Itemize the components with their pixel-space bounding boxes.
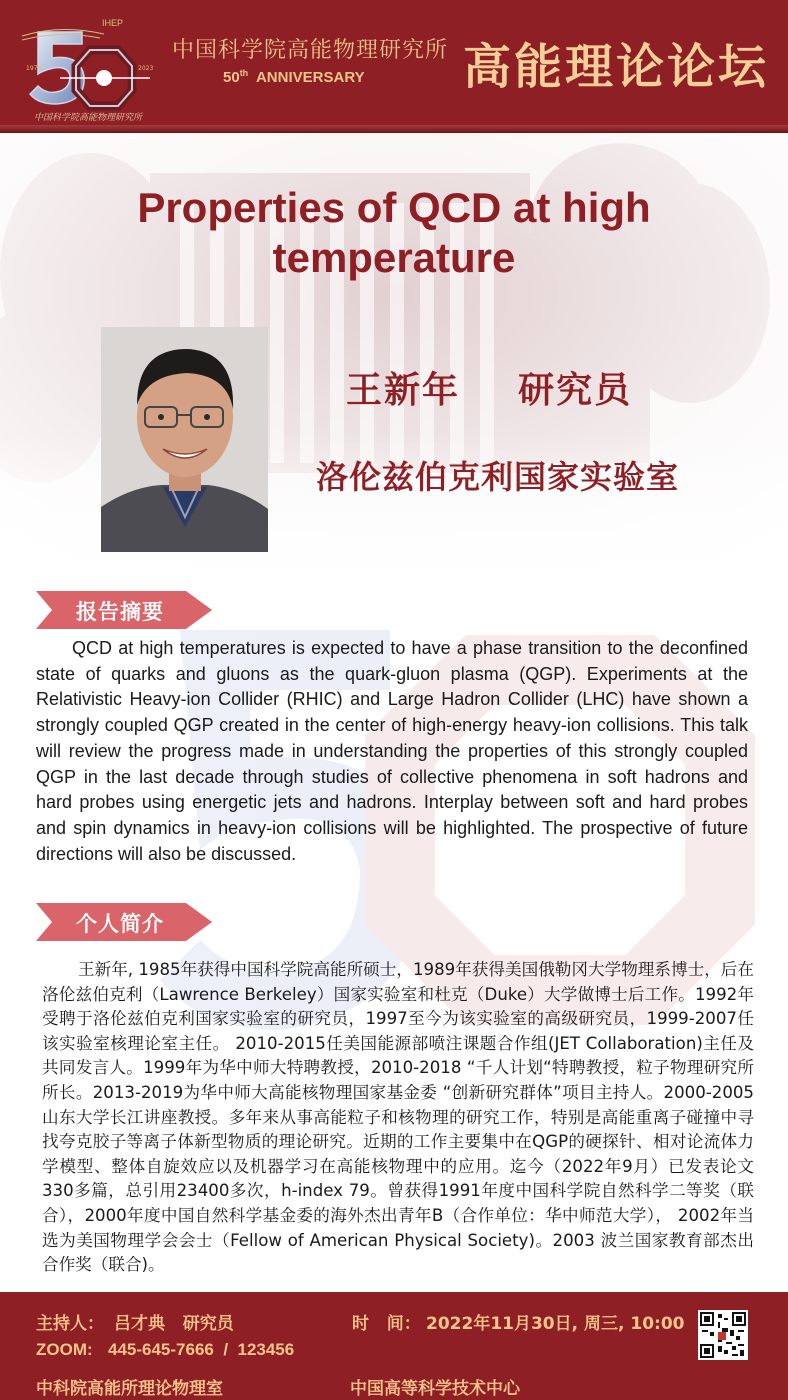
logo-script-text: 中国科学院高能物理研究所 — [34, 113, 143, 123]
qr-code-icon[interactable] — [698, 1310, 748, 1360]
header-bevel — [0, 125, 788, 133]
host-label: 主持人： — [36, 1314, 104, 1334]
zoom-label: ZOOM: — [36, 1340, 93, 1359]
abstract-section-tag — [36, 591, 214, 629]
logo-year-end: 2023 — [138, 65, 154, 72]
talk-title: Properties of QCD at high temperature — [137, 184, 651, 281]
abstract-text: QCD at high temperatures is expected to have a phase transition to the deconfined state of quarks and gluons as the quark-gluon plasma (QGP). Experiments at the Relativistic Heavy-ion Collider (RHIC) and Large Hadron Collider (LHC) have shown a strongly coupled QGP created in the center of high-energy heavy-ion collisions. This talk will review the progress made in understanding the properties of this strongly coupled QGP in the last decade through studies of collective phenomena in soft hadrons and hard probes using energetic jets and hadrons. Interplay between soft and hard probes and spin dynamics in heavy-ion collisions will be highlighted. The prospective of future directions will also be discussed. — [36, 638, 748, 864]
bio-heading: 个人简介 — [76, 912, 164, 936]
logo-year-start: 1973 — [26, 65, 42, 72]
header-banner — [0, 0, 788, 133]
speaker-photo — [101, 327, 268, 552]
speaker-name-title: 王新年 研究员 — [346, 370, 633, 411]
speaker-affiliation: 洛伦兹伯克利国家实验室 — [316, 458, 680, 496]
forum-name: 高能理论论坛 — [463, 39, 770, 95]
organizer-left: 中科院高能所理论物理室 — [36, 1379, 223, 1399]
time-label: 时 间： — [352, 1314, 421, 1334]
ihep-50th-logo-icon — [20, 14, 160, 126]
host-value: 吕才典 研究员 — [114, 1314, 234, 1334]
abstract-heading: 报告摘要 — [76, 600, 164, 624]
zoom-meeting-info[interactable]: 445-645-7666 / 123456 — [108, 1340, 295, 1359]
bio-text: 王新年, 1985年获得中国科学院高能所硕士，1989年获得美国俄勒冈大学物理系博士，后在洛伦兹伯克利（Lawrence Berkeley）国家实验室和杜克（Duke）大学做博士后工作。1992年受聘于洛伦兹伯克利国家实验室的研究员，1997至今为该实验室的高级研究员，1999-2007任该实验室核理论室主任。 2010-2015任美国能源部喷注课题合作组(JET Collaboration)主任及共同发言人。1999年为华中师大特聘教授，2010-2018 “千人计划“特聘教授，粒子物理研究所所长。2013-2019为华中师大高能核物理国家基金委 “创新研究群体”项目主持人。2000-2005山东大学长江讲座教授。多年来从事高能粒子和核物理的研究工作，特别是高能重离子碰撞中寻找夸克胶子等离子体新型物质的理论研究。近期的工作主要集中在QGP的硬探针、相对论流体力学模型、整体自旋效应以及机器学习在高能核物理中的应用。迄今（2022年9月）已发表论文330多篇，总引用23400多次，h-index 79。曾获得1991年度中国科学院自然科学二等奖（联合），2000年度中国自然科学基金委的海外杰出青年B（合作单位：华中师范大学）， 2002年当选为美国物理学会会士（Fellow of American Physical Society)。2003 波兰国家教育部杰出合作奖（联合)。 — [42, 960, 754, 1275]
time-value: 2022年11月30日, 周三, 10:00 — [426, 1314, 685, 1334]
anniversary-suffix: th — [239, 68, 249, 78]
footer-banner — [0, 1292, 788, 1400]
anniversary-text — [223, 68, 365, 86]
anniversary-word: ANNIVERSARY — [255, 69, 365, 86]
logo-top-text: IHEP — [102, 18, 124, 28]
organizer-right: 中国高等科学技术中心 — [350, 1379, 520, 1399]
anniversary-number: 50 — [223, 69, 240, 86]
institute-name: 中国科学院高能物理研究所 — [172, 38, 449, 63]
bio-section-tag — [36, 903, 214, 941]
